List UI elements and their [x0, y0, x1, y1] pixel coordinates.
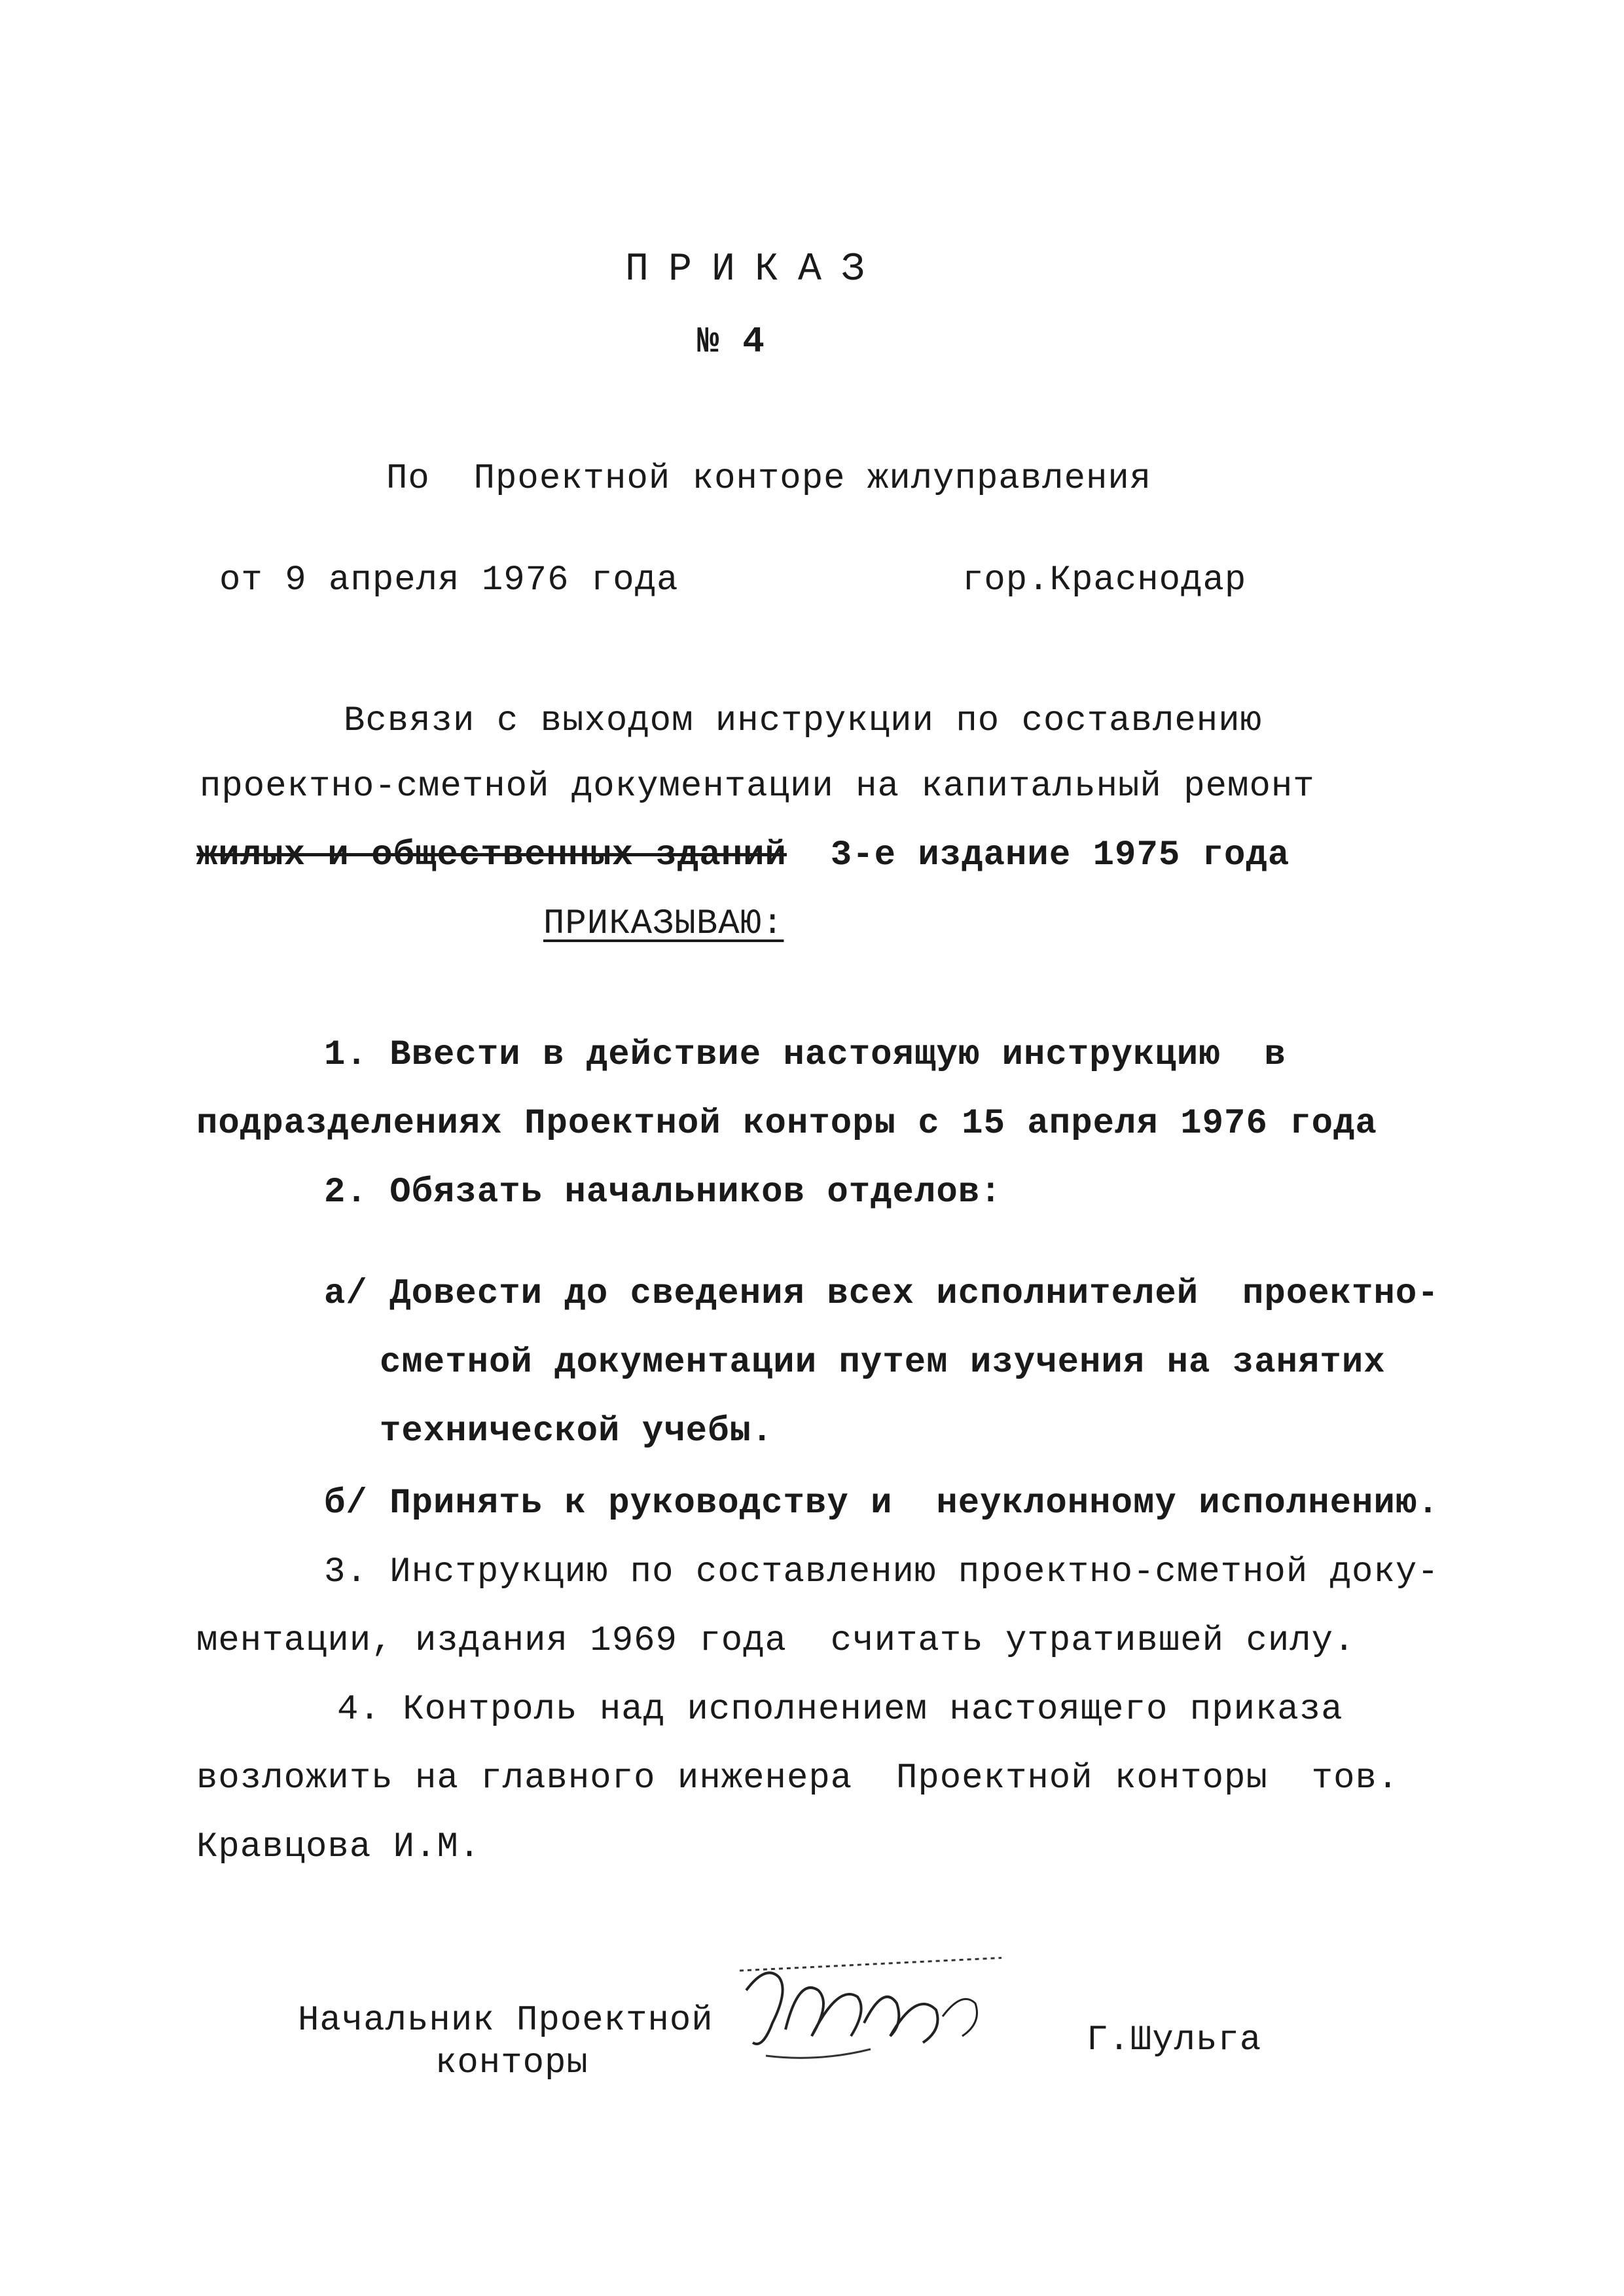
signatory-position-line-1: Начальник Проектной	[298, 2001, 713, 2041]
preamble-line-2: проектно-сметной документации на капитальный ремонт	[200, 767, 1315, 807]
document-city: гор.Краснодар	[962, 560, 1247, 600]
item-2b: б/ Принять к руководству и неуклонному исполнению.	[324, 1484, 1439, 1523]
document-number: № 4	[697, 321, 765, 363]
item-1-line-2: подразделениях Проектной конторы с 15 апреля 1976 года	[196, 1104, 1377, 1144]
item-4-line-3: Кравцова И.М.	[196, 1827, 481, 1867]
document-title: ПРИКАЗ	[625, 247, 885, 292]
preamble-line-1: Всвязи с выходом инструкции по составлению	[344, 701, 1263, 741]
document-date: от 9 апреля 1976 года	[219, 560, 679, 600]
item-4-line-1: 4. Контроль над исполнением настоящего приказа	[337, 1690, 1343, 1730]
item-2: 2. Обязать начальников отделов:	[324, 1173, 1002, 1212]
order-word: ПРИКАЗЫВАЮ:	[543, 904, 784, 944]
organization-line: По Проектной конторе жилуправления	[386, 459, 1152, 499]
item-1-line-1: 1. Ввести в действие настоящую инструкцию в	[324, 1035, 1286, 1075]
item-3-line-2: ментации, издания 1969 года считать утратившей силу.	[196, 1621, 1356, 1661]
item-2a-line-2: сметной документации путем изучения на занятих	[380, 1343, 1386, 1383]
item-4-line-2: возложить на главного инженера Проектной конторы тов.	[196, 1758, 1399, 1798]
item-2a-line-1: а/ Довести до сведения всех исполнителей проектно-	[324, 1274, 1439, 1314]
preamble-line-3	[196, 835, 1290, 877]
struck-text: жилых и общественных зданий	[196, 835, 787, 875]
signatory-name: Г.Шульга	[1087, 2020, 1262, 2060]
signatory-position-line-2: конторы	[435, 2043, 588, 2083]
edition-text: 3-е издание 1975 года	[786, 835, 1290, 875]
handwritten-signature	[727, 1951, 1001, 2069]
item-2a-line-3: технической учебы.	[380, 1412, 774, 1451]
item-3-line-1: 3. Инструкцию по составлению проектно-сметной доку-	[324, 1552, 1439, 1592]
